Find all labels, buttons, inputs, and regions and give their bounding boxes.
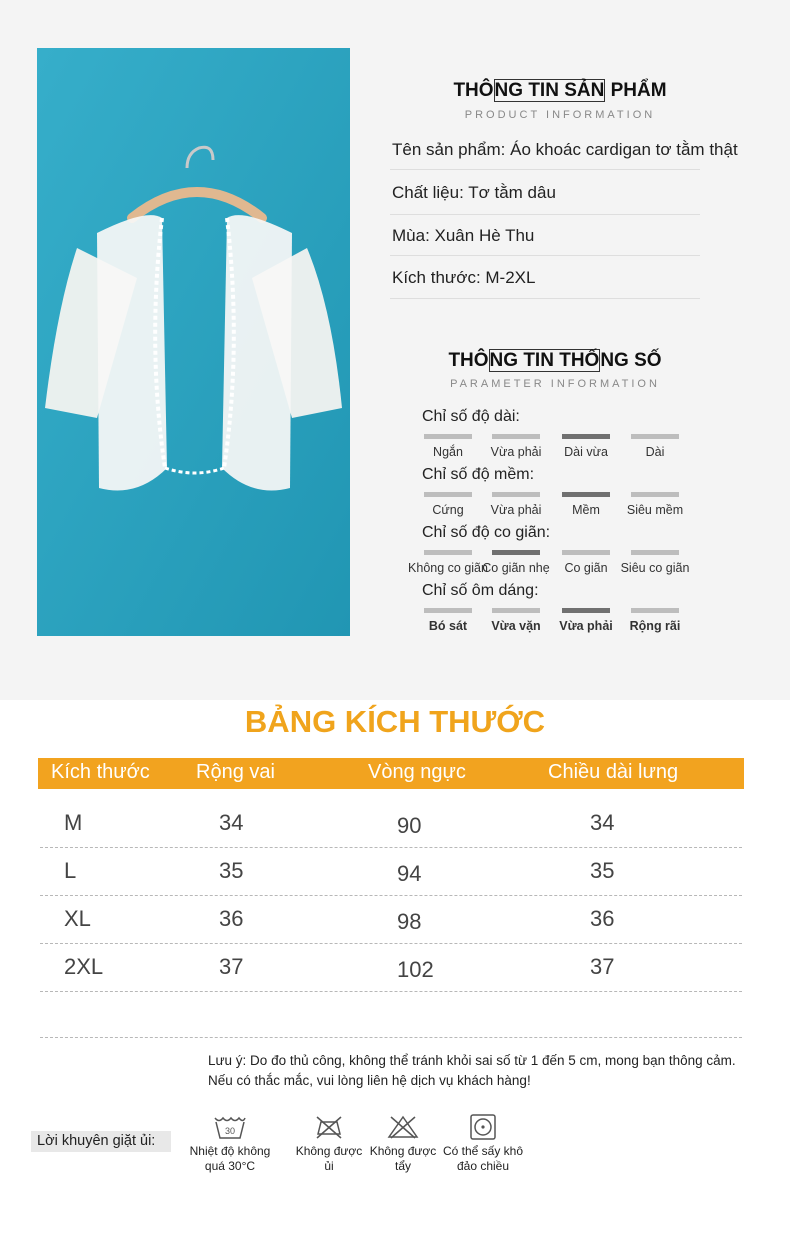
- param-level-bar: [631, 550, 679, 555]
- param-level-label: Vừa vặn: [491, 619, 541, 633]
- param-level-bar: [492, 492, 540, 497]
- header-back-length: Chiều dài lưng: [548, 761, 679, 783]
- param-level-bar: [562, 434, 610, 439]
- param-level-label: Ngắn: [433, 445, 463, 459]
- table-cell: L: [64, 858, 77, 883]
- note-line-1: Lưu ý: Do đo thủ công, không thể tránh khỏi sai số từ 1 đến 5 cm, mong bạn thông cảm.: [208, 1053, 736, 1068]
- param-level-label: Vừa phải: [559, 619, 613, 633]
- care-label: Lời khuyên giặt ủi:: [31, 1131, 171, 1152]
- care-text: Không được: [369, 1144, 437, 1158]
- table-cell: 102: [397, 957, 434, 982]
- product-info-subtitle: PRODUCT INFORMATION: [464, 109, 656, 121]
- divider: [390, 169, 700, 170]
- care-text: ủi: [324, 1159, 334, 1173]
- wash-30-icon: [213, 1114, 247, 1140]
- param-info-subtitle: PARAMETER INFORMATION: [450, 378, 660, 390]
- header-size: Kích thước: [51, 761, 150, 783]
- product-name-line: Tên sản phẩm: Áo khoác cardigan tơ tằm thật: [392, 140, 738, 159]
- param-level-label: Siêu co giãn: [620, 561, 690, 575]
- size-table-title: BẢNG KÍCH THƯỚC: [244, 704, 546, 739]
- param-level-label: Bó sát: [428, 619, 468, 633]
- table-cell: 35: [590, 858, 615, 883]
- param-level-bar: [562, 492, 610, 497]
- table-cell: 37: [590, 954, 615, 979]
- param-level-bar: [424, 492, 472, 497]
- table-cell: XL: [64, 906, 91, 931]
- divider: [390, 255, 700, 256]
- divider: [390, 298, 700, 299]
- care-text: Không được: [295, 1144, 363, 1158]
- divider: [390, 214, 700, 215]
- table-row-divider: [40, 895, 742, 896]
- no-iron-icon: [312, 1114, 346, 1140]
- param-level-bar: [424, 434, 472, 439]
- param-level-bar: [562, 608, 610, 613]
- param-level-bar: [424, 550, 472, 555]
- table-row-divider: [40, 943, 742, 944]
- table-row-divider: [40, 847, 742, 848]
- product-photo: [37, 48, 350, 636]
- param-group-title: Chỉ số ôm dáng:: [422, 582, 539, 599]
- season-line: Mùa: Xuân Hè Thu: [392, 226, 535, 245]
- care-text: tẩy: [394, 1159, 411, 1173]
- param-level-bar: [631, 434, 679, 439]
- note-line-2: Nếu có thắc mắc, vui lòng liên hệ dịch vụ khách hàng!: [208, 1073, 531, 1088]
- table-cell: 37: [219, 954, 244, 979]
- svg-text:30: 30: [224, 1126, 236, 1136]
- care-text: quá 30°C: [204, 1159, 256, 1173]
- table-cell: 94: [397, 861, 422, 886]
- care-text: Nhiệt độ không: [189, 1144, 271, 1158]
- table-cell: 34: [590, 810, 615, 835]
- size-range-line: Kích thước: M-2XL: [392, 268, 536, 287]
- table-cell: 35: [219, 858, 244, 883]
- param-level-label: Cứng: [432, 503, 464, 517]
- material-line: Chất liệu: Tơ tằm dâu: [392, 183, 556, 202]
- param-level-label: Vừa phải: [490, 503, 542, 517]
- param-group-title: Chỉ số độ mềm:: [422, 466, 535, 483]
- care-text: Có thể sấy khô: [442, 1144, 524, 1158]
- param-level-bar: [424, 608, 472, 613]
- table-cell: 98: [397, 909, 422, 934]
- cardigan-image: [37, 48, 350, 636]
- param-level-bar: [631, 608, 679, 613]
- size-table-header: [38, 758, 744, 789]
- header-chest: Vòng ngực: [368, 761, 466, 783]
- table-cell: 34: [219, 810, 244, 835]
- param-level-bar: [631, 492, 679, 497]
- care-text: đảo chiều: [456, 1159, 510, 1173]
- param-level-label: Co giãn nhẹ: [482, 561, 550, 575]
- param-group-title: Chỉ số độ co giãn:: [422, 524, 551, 541]
- param-level-label: Vừa phải: [490, 445, 542, 459]
- product-info-title: THÔNG TIN SẢN PHẨM: [453, 80, 667, 101]
- param-level-label: Rộng rãi: [629, 619, 681, 633]
- param-level-label: Dài vừa: [564, 445, 608, 459]
- param-level-bar: [492, 434, 540, 439]
- param-info-title: THÔNG TIN THỐNG SỐ: [448, 350, 662, 371]
- param-level-label: Co giãn: [564, 561, 608, 575]
- param-level-label: Không co giãn: [408, 561, 488, 575]
- param-group-title: Chỉ số độ dài:: [422, 408, 520, 425]
- table-cell: M: [64, 810, 83, 835]
- param-level-bar: [492, 550, 540, 555]
- table-cell: 2XL: [64, 954, 104, 979]
- param-level-bar: [492, 608, 540, 613]
- header-shoulder: Rộng vai: [196, 761, 275, 783]
- param-level-bar: [562, 550, 610, 555]
- divider: [40, 1037, 742, 1038]
- care-item-wash: [185, 1114, 275, 1174]
- param-level-label: Siêu mềm: [626, 503, 684, 517]
- no-bleach-icon: [386, 1114, 420, 1140]
- param-level-label: Dài: [645, 445, 665, 459]
- param-level-label: Mềm: [572, 503, 600, 517]
- table-cell: 36: [590, 906, 615, 931]
- care-item-dry: [438, 1114, 528, 1174]
- table-row-divider: [40, 991, 742, 992]
- table-cell: 90: [397, 813, 422, 838]
- tumble-dry-icon: [466, 1114, 500, 1140]
- table-cell: 36: [219, 906, 244, 931]
- care-item-bleach: [358, 1114, 448, 1174]
